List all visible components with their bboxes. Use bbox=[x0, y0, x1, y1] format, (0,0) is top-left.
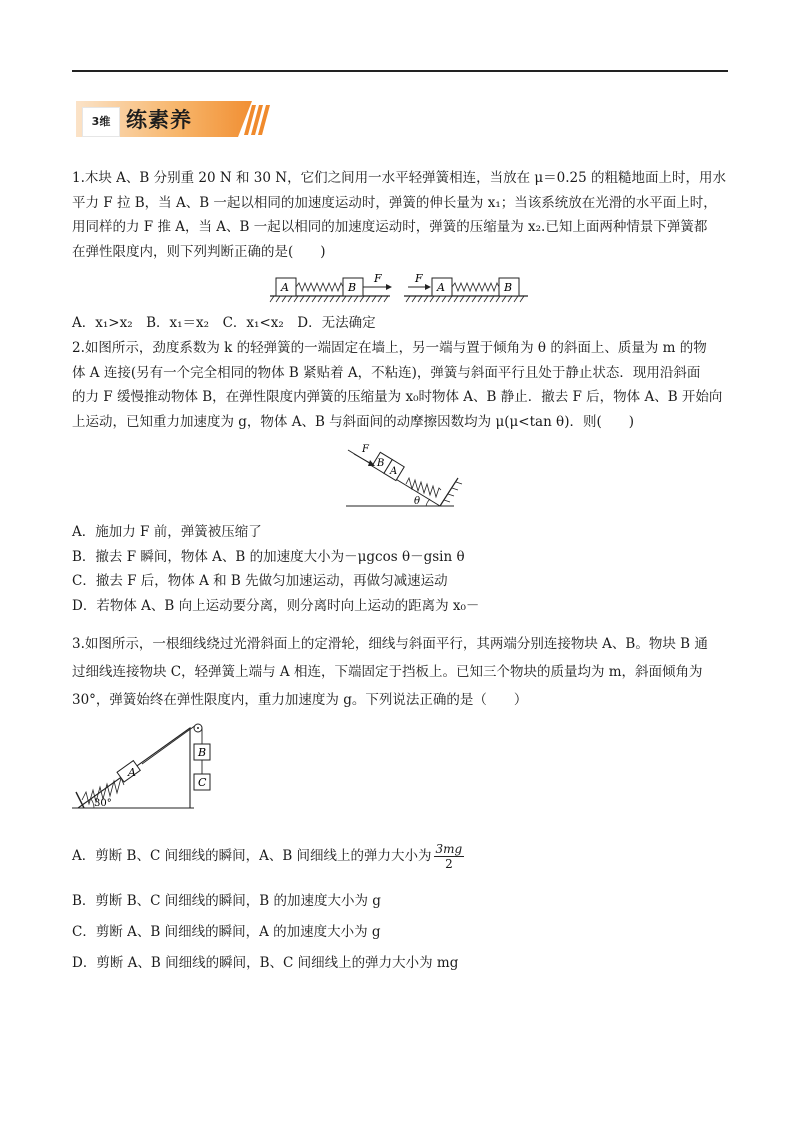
q3-figure bbox=[72, 720, 222, 812]
question-2-text bbox=[72, 336, 734, 434]
q2-figure bbox=[340, 440, 464, 512]
q1-label-f1: F bbox=[374, 272, 382, 285]
q2-option-a: A．施加力 F 前，弹簧被压缩了 bbox=[72, 524, 262, 540]
question-3-text bbox=[72, 630, 734, 714]
question-2-options bbox=[72, 520, 734, 618]
q3-label-a: A bbox=[128, 766, 136, 779]
q1-line: 用同样的力 F 推 A，当 A、B 一起以相同的加速度运动时，弹簧的压缩量为 x₂.已知上面两种情景下弹簧都 bbox=[72, 219, 708, 235]
q1-label-b1: B bbox=[348, 281, 357, 294]
q3-line: 3.如图所示，一根细线绕过光滑斜面上的定滑轮，细线与斜面平行，其两端分别连接物块 A、B。物块 B 通 bbox=[72, 636, 708, 652]
fraction-numerator: 3mg bbox=[435, 842, 463, 856]
section-badge bbox=[76, 101, 266, 139]
q1-line: 平力 F 拉 B，当 A、B 一起以相同的加速度运动时，弹簧的伸长量为 x₁；当该系统放在光滑的水平面上时， bbox=[72, 194, 717, 211]
q3-option-b: B．剪断 B、C 间细线的瞬间，B 的加速度大小为 g bbox=[72, 893, 381, 909]
q2-option-c: C．撤去 F 后，物体 A 和 B 先做匀加速运动，再做匀减速运动 bbox=[72, 573, 448, 589]
badge-tag: 3维 bbox=[82, 107, 120, 137]
q2-option-d: D．若物体 A、B 向上运动要分离，则分离时向上运动的距离为 x₀－ bbox=[72, 597, 480, 614]
badge-stripes bbox=[244, 101, 270, 139]
fraction-denominator: 2 bbox=[445, 857, 453, 871]
q2-line: 上运动，已知重力加速度为 g，物体 A、B 与斜面间的动摩擦因数均为 μ(μ<tan θ)．则( ) bbox=[72, 413, 634, 430]
q2-line: 的力 F 缓慢推动物体 B，在弹性限度内弹簧的压缩量为 x₀时物体 A、B 静止．撤去 F 后，物体 A、B 开始向 bbox=[72, 389, 723, 405]
question-3-options bbox=[72, 886, 734, 979]
q2-line: 2.如图所示，劲度系数为 k 的轻弹簧的一端固定在墙上，另一端与置于倾角为 θ 的斜面上、质量为 m 的物 bbox=[72, 340, 707, 356]
q2-label-f: F bbox=[362, 444, 369, 455]
q1-label-f2: F bbox=[415, 272, 423, 285]
top-rule bbox=[72, 70, 728, 72]
q1-label-a2: A bbox=[437, 281, 445, 294]
q1-line: 在弹性限度内，则下列判断正确的是( ) bbox=[72, 243, 326, 260]
q2-label-b: B bbox=[377, 458, 385, 469]
q3-label-c: C bbox=[198, 776, 207, 789]
q1-line: 1.木块 A、B 分别重 20 N 和 30 N，它们之间用一水平轻弹簧相连，当放在 μ＝0.25 的粗糙地面上时，用水 bbox=[72, 170, 726, 186]
q1-label-b2: B bbox=[504, 281, 513, 294]
q3-option-d: D．剪断 A、B 间细线的瞬间，B、C 间细线上的弹力大小为 mg bbox=[72, 955, 459, 971]
q1-label-a1: A bbox=[281, 281, 289, 294]
q1-figure bbox=[268, 268, 530, 304]
section-title: 练素养 bbox=[126, 108, 192, 132]
q2-label-a: A bbox=[390, 466, 398, 477]
question-1-text bbox=[72, 166, 734, 264]
q3-line: 过细线连接物块 C，轻弹簧上端与 A 相连，下端固定于挡板上。已知三个物块的质量均为 m，斜面倾角为 bbox=[72, 664, 703, 680]
q1-options: A．x₁>x₂ B．x₁＝x₂ C．x₁<x₂ D．无法确定 bbox=[72, 315, 376, 331]
fraction-3mg-over-2 bbox=[434, 842, 465, 871]
q3-option-c: C．剪断 A、B 间细线的瞬间，A 的加速度大小为 g bbox=[72, 924, 381, 940]
q3-label-angle: 30° bbox=[94, 798, 112, 809]
q3-option-a-prefix: A．剪断 B、C 间细线的瞬间，A、B 间细线上的弹力大小为 bbox=[72, 848, 432, 864]
q2-line: 体 A 连接(另有一个完全相同的物体 B 紧贴着 A，不粘连)，弹簧与斜面平行且处于静止状态．现用沿斜面 bbox=[72, 364, 701, 381]
q2-label-theta: θ bbox=[414, 496, 421, 507]
q3-label-b: B bbox=[198, 746, 207, 759]
question-1-options bbox=[72, 311, 734, 336]
question-3-option-a bbox=[72, 842, 734, 871]
q2-option-b: B．撤去 F 瞬间，物体 A、B 的加速度大小为－μgcos θ－gsin θ bbox=[72, 548, 465, 565]
q3-line: 30°，弹簧始终在弹性限度内，重力加速度为 g。下列说法正确的是（ ） bbox=[72, 692, 528, 708]
